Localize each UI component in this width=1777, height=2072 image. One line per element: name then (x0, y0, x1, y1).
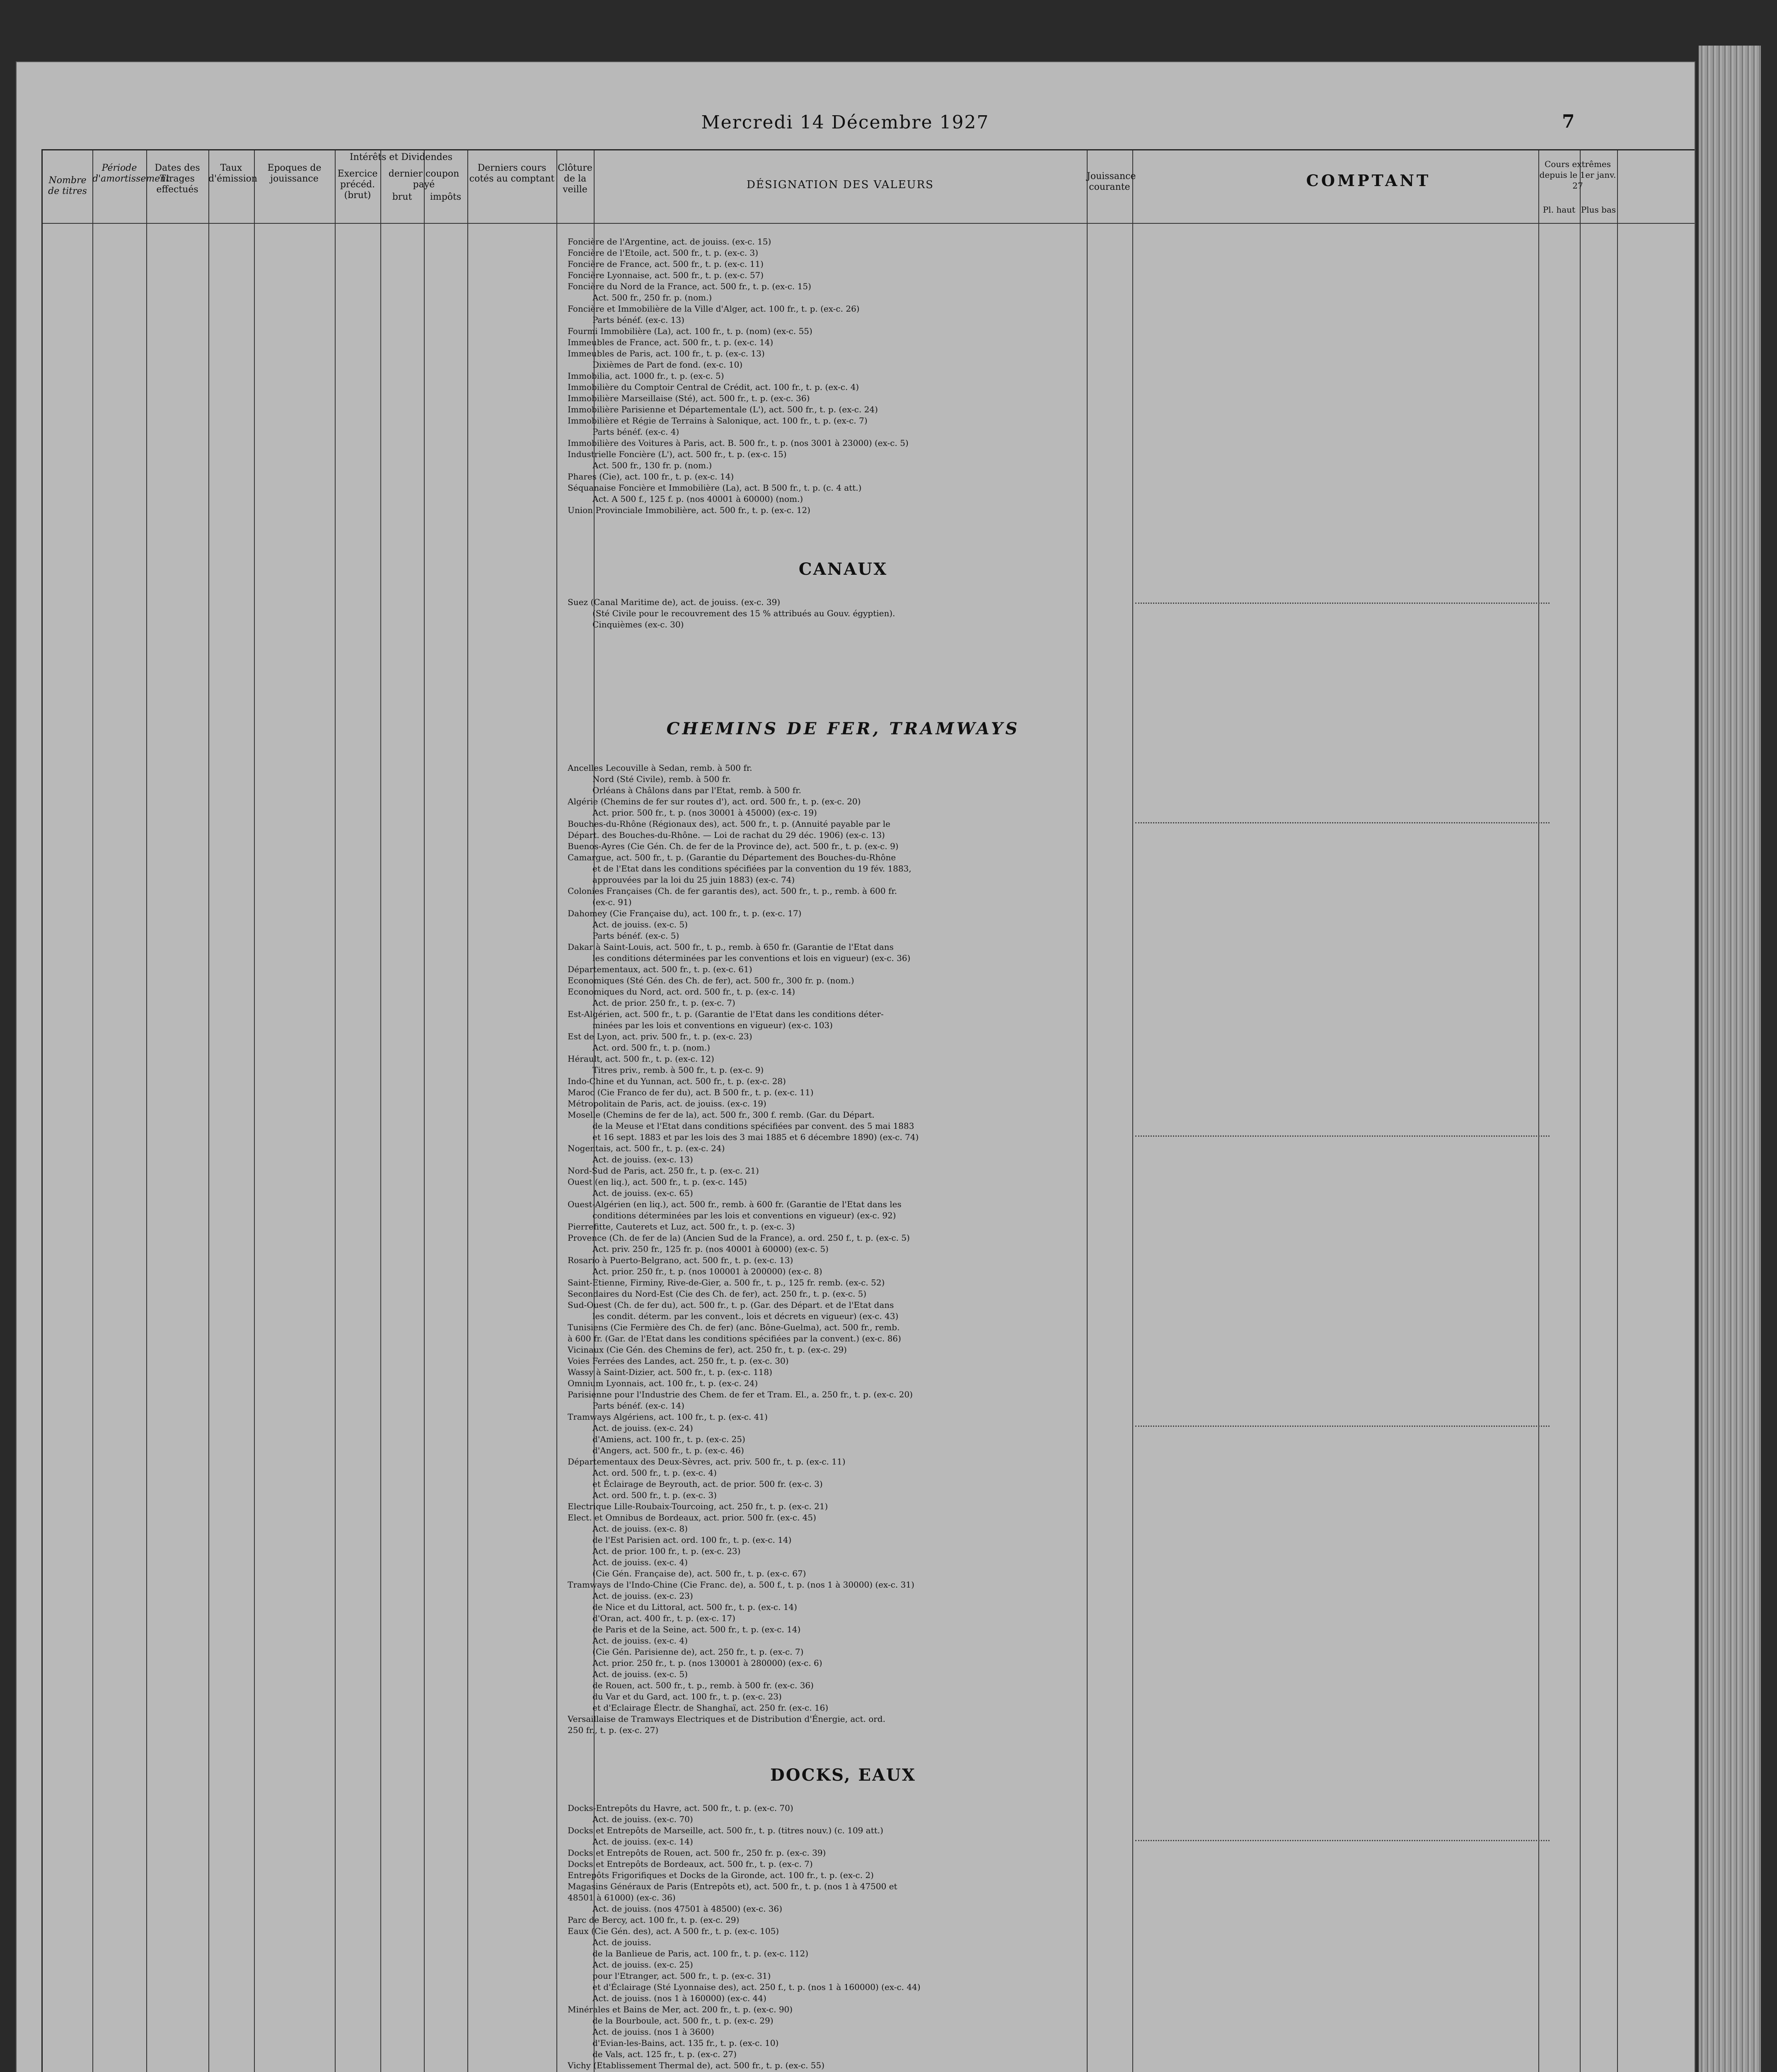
listing-line: Dixièmes de Part de fond. (ex-c. 10) (592, 360, 743, 370)
col-dates-tirages: Dates des Tirages effectués (155, 163, 200, 195)
listing-line: 250 fr., t. p. (ex-c. 27) (568, 1725, 659, 1735)
listing-line: Est-Algérien, act. 500 fr., t. p. (Garantie de l'Etat dans les conditions déter- (568, 1009, 884, 1019)
col-exercice: Exercice précéd. (brut) (337, 169, 378, 201)
listing-line: Docks et Entrepôts de Marseille, act. 500 fr., t. p. (titres nouv.) (c. 109 att.) (568, 1825, 883, 1835)
section-title-docks: DOCKS, EAUX (770, 1765, 916, 1785)
listing-line: Immobilière des Voitures à Paris, act. B. 500 fr., t. p. (nos 3001 à 23000) (ex-c. 5) (568, 438, 909, 448)
listing-line: Act. de jouiss. (ex-c. 23) (592, 1591, 693, 1601)
listing-line: et Éclairage de Beyrouth, act. de prior. 500 fr. (ex-c. 3) (592, 1479, 823, 1489)
listing-line: Foncière de l'Etoile, act. 500 fr., t. p. (ex-c. 3) (568, 248, 759, 258)
listing-line: de Paris et de la Seine, act. 500 fr., t. p. (ex-c. 14) (592, 1624, 801, 1634)
listing-line: pour l'Etranger, act. 500 fr., t. p. (ex-c. 31) (592, 1971, 771, 1981)
listing-line: conditions déterminées par les lois et conventions en vigueur) (ex-c. 92) (592, 1210, 896, 1220)
listing-line: Algérie (Chemins de fer sur routes d'), act. ord. 500 fr., t. p. (ex-c. 20) (568, 796, 861, 806)
listing-line: Economiques du Nord, act. ord. 500 fr., t. p. (ex-c. 14) (568, 987, 795, 997)
listing-line: Parts bénéf. (ex-c. 4) (592, 427, 679, 437)
listing-line: Act. de jouiss. (ex-c. 4) (592, 1636, 688, 1646)
col-nombre-titres: Nombre de titres (48, 175, 87, 196)
listing-line: Parts bénéf. (ex-c. 5) (592, 931, 679, 941)
listing-line: Act. de jouiss. (nos 1 à 3600) (592, 2027, 714, 2037)
listing-line: Docks et Entrepôts de Bordeaux, act. 500 fr., t. p. (ex-c. 7) (568, 1859, 813, 1869)
listing-line: Wassy à Saint-Dizier, act. 500 fr., t. p. (ex-c. 118) (568, 1367, 772, 1377)
col-comptant: COMPTANT (1306, 171, 1431, 190)
listing-line: Foncière de France, act. 500 fr., t. p. (ex-c. 11) (568, 259, 764, 269)
listing-line: de la Meuse et l'Etat dans conditions spécifiées par convent. des 5 mai 1883 (592, 1121, 914, 1131)
column-rule (1580, 150, 1581, 2072)
listing-line: Entrepôts Frigorifiques et Docks de la Gironde, act. 100 fr., t. p. (ex-c. 2) (568, 1870, 874, 1880)
listing-line: Ouest-Algérien (en liq.), act. 500 fr., remb. à 600 fr. (Garantie de l'Etat dans les (568, 1199, 902, 1209)
column-rule (424, 150, 425, 2072)
listing-line: Act. de jouiss. (ex-c. 4) (592, 1557, 688, 1567)
listing-line: Titres priv., remb. à 500 fr., t. p. (ex-c. 9) (592, 1065, 764, 1075)
header-rule (43, 223, 1695, 224)
listing-line: Act. de jouiss. (ex-c. 70) (592, 1814, 693, 1824)
listing-line: Immeubles de France, act. 500 fr., t. p. (ex-c. 14) (568, 337, 774, 347)
listing-line: Fourmi Immobilière (La), act. 100 fr., t. p. (nom) (ex-c. 55) (568, 326, 812, 336)
listing-line: Versaillaise de Tramways Electriques et de Distribution d'Énergie, act. ord. (568, 1714, 885, 1724)
listing-line: Provence (Ch. de fer de la) (Ancien Sud de la France), a. ord. 250 f., t. p. (ex-c. 5) (568, 1233, 910, 1243)
col-epoques: Epoques de jouissance (267, 163, 322, 184)
col-plus-bas: Plus bas (1581, 205, 1616, 215)
listing-line: d'Oran, act. 400 fr., t. p. (ex-c. 17) (592, 1613, 735, 1623)
col-designation: DÉSIGNATION DES VALEURS (747, 179, 934, 191)
listing-line: Ancelles Lecouville à Sedan, remb. à 500 fr. (568, 763, 752, 773)
listing-block-docks (568, 1803, 1119, 2072)
col-periode: Période d'amortissement (92, 163, 170, 184)
listing-line: Act. de jouiss. (ex-c. 65) (592, 1188, 693, 1198)
listing-line: Départementaux, act. 500 fr., t. p. (ex-c. 61) (568, 964, 752, 974)
listing-line: Parts bénéf. (ex-c. 13) (592, 315, 684, 325)
listing-line: Dahomey (Cie Française du), act. 100 fr., t. p. (ex-c. 17) (568, 908, 802, 918)
listing-line: Act. de jouiss. (ex-c. 5) (592, 1669, 688, 1679)
listing-line: Parts bénéf. (ex-c. 14) (592, 1401, 684, 1411)
col-cours-extremes: Cours extrêmes depuis le 1er janv. 27 (1539, 159, 1616, 191)
listing-line: Foncière Lyonnaise, act. 500 fr., t. p. (ex-c. 57) (568, 270, 764, 280)
listing-line: Act. ord. 500 fr., t. p. (nom.) (592, 1043, 711, 1053)
listing-line: Act. ord. 500 fr., t. p. (ex-c. 4) (592, 1468, 717, 1478)
column-rule (380, 150, 381, 2072)
listing-line: Parc de Bercy, act. 100 fr., t. p. (ex-c. 29) (568, 1915, 740, 1925)
col-brut: brut (392, 192, 412, 202)
listing-line: Electrique Lille-Roubaix-Tourcoing, act. 250 fr., t. p. (ex-c. 21) (568, 1501, 828, 1511)
listing-line: Parisienne pour l'Industrie des Chem. de fer et Tram. El., a. 250 fr., t. p. (ex-c. 20) (568, 1389, 913, 1399)
listing-line: approuvées par la loi du 25 juin 1883) (ex-c. 74) (592, 875, 795, 885)
listing-line: Vicinaux (Cie Gén. des Chemins de fer), act. 250 fr., t. p. (ex-c. 29) (568, 1345, 847, 1355)
listing-line: du Var et du Gard, act. 100 fr., t. p. (ex-c. 23) (592, 1692, 782, 1702)
listing-line: Act. de jouiss. (ex-c. 8) (592, 1524, 688, 1534)
column-rule (254, 150, 255, 2072)
listing-line: Immobilière Marseillaise (Sté), act. 500 fr., t. p. (ex-c. 36) (568, 393, 810, 403)
listing-line: Tunisiens (Cie Fermière des Ch. de fer) (anc. Bône-Guelma), act. 500 fr., remb. (568, 1322, 900, 1332)
listing-line: Act. A 500 f., 125 f. p. (nos 40001 à 60000) (nom.) (592, 494, 803, 504)
listing-line: Orléans à Châlons dans par l'Etat, remb. à 500 fr. (592, 785, 801, 795)
listing-line: Docks-Entrepôts du Havre, act. 500 fr., t. p. (ex-c. 70) (568, 1803, 793, 1813)
comptant-filler-line (1135, 1426, 1550, 1427)
listing-line: Moselle (Chemins de fer de la), act. 500 fr., 300 f. remb. (Gar. du Départ. (568, 1110, 875, 1120)
listing-line: d'Amiens, act. 100 fr., t. p. (ex-c. 25) (592, 1434, 745, 1444)
listing-line: Act. ord. 500 fr., t. p. (ex-c. 3) (592, 1490, 717, 1500)
listing-line: Nord-Sud de Paris, act. 250 fr., t. p. (ex-c. 21) (568, 1166, 759, 1176)
col-jouissance: Jouissance courante (1087, 171, 1136, 192)
listing-line: de Vals, act. 125 fr., t. p. (ex-c. 27) (592, 2049, 737, 2059)
listing-line: Omnium Lyonnais, act. 100 fr., t. p. (ex-c. 24) (568, 1378, 758, 1388)
listing-line: et de l'Etat dans les conditions spécifiées par la convention du 19 fév. 1883, (592, 864, 911, 874)
col-plus-haut: Pl. haut (1542, 205, 1576, 215)
listing-line: de l'Est Parisien act. ord. 100 fr., t. p. (ex-c. 14) (592, 1535, 792, 1545)
listing-line: et d'Éclairage (Sté Lyonnaise des), act. 250 f., t. p. (nos 1 à 160000) (ex-c. 44) (592, 1982, 921, 1992)
comptant-filler-line (1135, 822, 1550, 823)
listing-line: Vichy (Etablissement Thermal de), act. 500 fr., t. p. (ex-c. 55) (568, 2060, 825, 2070)
listing-line: Nord (Sté Civile), remb. à 500 fr. (592, 774, 731, 784)
column-rule (208, 150, 209, 2072)
listing-line: Immeubles de Paris, act. 100 fr., t. p. (ex-c. 13) (568, 349, 765, 358)
listing-line: Immobilière Parisienne et Départementale (L'), act. 500 fr., t. p. (ex-c. 24) (568, 404, 878, 414)
listing-line: Maroc (Cie Franco de fer du), act. B 500 fr., t. p. (ex-c. 11) (568, 1087, 814, 1097)
listing-line: Camargue, act. 500 fr., t. p. (Garantie du Département des Bouches-du-Rhône (568, 852, 896, 862)
listing-line: Act. de jouiss. (ex-c. 14) (592, 1837, 693, 1847)
listing-line: Act. de jouiss. (ex-c. 24) (592, 1423, 693, 1433)
listing-line: les condit. déterm. par les convent., lois et décrets en vigueur) (ex-c. 43) (592, 1311, 899, 1321)
listing-line: Hérault, act. 500 fr., t. p. (ex-c. 12) (568, 1054, 714, 1064)
listing-line: Foncière du Nord de la France, act. 500 fr., t. p. (ex-c. 15) (568, 281, 811, 291)
listing-line: les conditions déterminées par les conventions et lois en vigueur) (ex-c. 36) (592, 953, 911, 963)
running-title: Mercredi 14 Décembre 1927 (701, 112, 989, 133)
column-rule (556, 150, 557, 2072)
listing-line: minées par les lois et conventions en vigueur) (ex-c. 103) (592, 1020, 833, 1030)
col-dernier-coupon: dernier coupon payé (388, 169, 459, 190)
listing-line: Cinquièmes (ex-c. 30) (592, 620, 684, 629)
column-rule (1617, 150, 1618, 2072)
page-edge-strip (1699, 46, 1761, 2072)
listing-line: Colonies Françaises (Ch. de fer garantis des), act. 500 fr., t. p., remb. à 600 fr. (568, 886, 897, 896)
comptant-filler-line (1135, 603, 1550, 604)
listing-line: Act. de prior. 100 fr., t. p. (ex-c. 23) (592, 1546, 741, 1556)
column-rule (1538, 150, 1539, 2072)
listing-line: Immobilière du Comptoir Central de Crédit, act. 100 fr., t. p. (ex-c. 4) (568, 382, 859, 392)
listing-line: Tramways Algériens, act. 100 fr., t. p. (ex-c. 41) (568, 1412, 768, 1422)
listing-line: Act. priv. 250 fr., 125 fr. p. (nos 40001 à 60000) (ex-c. 5) (592, 1244, 829, 1254)
column-rule (335, 150, 336, 2072)
listing-line: Foncière et Immobilière de la Ville d'Alger, act. 100 fr., t. p. (ex-c. 26) (568, 304, 860, 314)
comptant-filler-line (1135, 1135, 1550, 1137)
listing-line: d'Angers, act. 500 fr., t. p. (ex-c. 46) (592, 1445, 744, 1455)
listing-line: et 16 sept. 1883 et par les lois des 3 mai 1885 et 6 décembre 1890) (ex-c. 74) (592, 1132, 919, 1142)
newspaper-page (17, 62, 1695, 2072)
listing-line: Act. prior. 250 fr., t. p. (nos 130001 à 280000) (ex-c. 6) (592, 1658, 822, 1668)
listing-line: Tramways de l'Indo-Chine (Cie Franc. de), a. 500 f., t. p. (nos 1 à 30000) (ex-c. 31) (568, 1580, 914, 1590)
listing-line: et d'Eclairage Électr. de Shanghaï, act. 250 fr. (ex-c. 16) (592, 1703, 829, 1713)
listing-line: Act. de jouiss. (nos 1 à 160000) (ex-c. 44) (592, 1993, 766, 2003)
listing-line: Immobilière et Régie de Terrains à Salonique, act. 100 fr., t. p. (ex-c. 7) (568, 416, 868, 426)
listing-block-chemins (568, 762, 1119, 1736)
listing-line: Buenos-Ayres (Cie Gén. Ch. de fer de la Province de), act. 500 fr., t. p. (ex-c. 9) (568, 841, 899, 851)
listing-line: Act. de jouiss. (ex-c. 13) (592, 1155, 693, 1164)
listing-line: (ex-c. 91) (592, 897, 632, 907)
listing-line: 48501 à 61000) (ex-c. 36) (568, 1893, 676, 1903)
listing-line: d'Evian-les-Bains, act. 135 fr., t. p. (ex-c. 10) (592, 2038, 779, 2048)
listing-block-canaux (568, 597, 1119, 630)
listing-line: Sud-Ouest (Ch. de fer du), act. 500 fr., t. p. (Gar. des Départ. et de l'Etat dans (568, 1300, 894, 1310)
listing-line: Dakar à Saint-Louis, act. 500 fr., t. p., remb. à 650 fr. (Garantie de l'Etat dans (568, 942, 894, 952)
listing-line: à 600 fr. (Gar. de l'Etat dans les conditions spécifiées par la convent.) (ex-c. 86) (568, 1334, 901, 1343)
listing-block-immobilier (568, 236, 1119, 516)
col-derniers-cours: Derniers cours cotés au comptant (469, 163, 555, 184)
listing-line: Act. de jouiss. (592, 1937, 651, 1947)
listing-line: (Sté Civile pour le recouvrement des 15 % attribués au Gouv. égyptien). (592, 608, 895, 618)
section-title-canaux: CANAUX (798, 559, 888, 579)
comptant-filler-line (1135, 1840, 1550, 1841)
listing-line: Act. prior. 500 fr., t. p. (nos 30001 à 45000) (ex-c. 19) (592, 808, 817, 818)
listing-line: Rosario à Puerto-Belgrano, act. 500 fr., t. p. (ex-c. 13) (568, 1255, 793, 1265)
col-impots: impôts (430, 192, 462, 202)
listing-line: Act. de jouiss. (nos 47501 à 48500) (ex-c. 36) (592, 1904, 783, 1914)
column-rule (467, 150, 468, 2072)
listing-line: Départementaux des Deux-Sèvres, act. priv. 500 fr., t. p. (ex-c. 11) (568, 1457, 846, 1467)
listing-line: Act. 500 fr., 250 fr. p. (nom.) (592, 293, 712, 303)
listing-line: Immobilia, act. 1000 fr., t. p. (ex-c. 5) (568, 371, 724, 381)
listing-line: de la Bourboule, act. 500 fr., t. p. (ex-c. 29) (592, 2016, 774, 2026)
listing-line: Suez (Canal Maritime de), act. de jouiss. (ex-c. 39) (568, 597, 781, 607)
col-cloture: Clôture de la veille (558, 163, 592, 195)
listing-line: Act. prior. 250 fr., t. p. (nos 100001 à 200000) (ex-c. 8) (592, 1266, 822, 1276)
listing-line: de Rouen, act. 500 fr., t. p., remb. à 500 fr. (ex-c. 36) (592, 1680, 814, 1690)
listing-line: Act. 500 fr., 130 fr. p. (nom.) (592, 460, 712, 470)
listing-line: Eaux (Cie Gén. des), act. A 500 fr., t. p. (ex-c. 105) (568, 1926, 779, 1936)
listing-line: Docks et Entrepôts de Rouen, act. 500 fr., 250 fr. p. (ex-c. 39) (568, 1848, 826, 1858)
listing-line: Industrielle Foncière (L'), act. 500 fr., t. p. (ex-c. 15) (568, 449, 787, 459)
section-title-chemins: CHEMINS DE FER, TRAMWAYS (666, 719, 1020, 738)
listing-line: Economiques (Sté Gén. des Ch. de fer), act. 500 fr., 300 fr. p. (nom.) (568, 975, 854, 985)
listing-line: Foncière de l'Argentine, act. de jouiss. (ex-c. 15) (568, 237, 771, 247)
listing-line: Est de Lyon, act. priv. 500 fr., t. p. (ex-c. 23) (568, 1031, 752, 1041)
column-rule (92, 150, 93, 2072)
listing-line: Saint-Etienne, Firminy, Rive-de-Gier, a. 500 fr., t. p., 125 fr. remb. (ex-c. 52) (568, 1278, 885, 1288)
listing-line: Métropolitain de Paris, act. de jouiss. (ex-c. 19) (568, 1099, 766, 1109)
listing-line: Act. de prior. 250 fr., t. p. (ex-c. 7) (592, 998, 735, 1008)
listing-line: de Nice et du Littoral, act. 500 fr., t. p. (ex-c. 14) (592, 1602, 797, 1612)
listing-line: (Cie Gén. Française de), act. 500 fr., t. p. (ex-c. 67) (592, 1569, 806, 1578)
listing-line: Elect. et Omnibus de Bordeaux, act. prior. 500 fr. (ex-c. 45) (568, 1513, 816, 1523)
listing-line: Union Provinciale Immobilière, act. 500 fr., t. p. (ex-c. 12) (568, 505, 810, 515)
listing-line: Ouest (en liq.), act. 500 fr., t. p. (ex-c. 145) (568, 1177, 747, 1187)
listing-line: Bouches-du-Rhône (Régionaux des), act. 500 fr., t. p. (Annuité payable par le (568, 819, 890, 829)
listing-line: Indo-Chine et du Yunnan, act. 500 fr., t. p. (ex-c. 28) (568, 1076, 786, 1086)
listing-line: Voies Ferrées des Landes, act. 250 fr., t. p. (ex-c. 30) (568, 1356, 789, 1366)
column-rule (146, 150, 147, 2072)
col-taux: Taux d'émission (208, 163, 258, 184)
listing-line: Minérales et Bains de Mer, act. 200 fr., t. p. (ex-c. 90) (568, 2004, 793, 2014)
listing-line: Pierrefitte, Cauterets et Luz, act. 500 fr., t. p. (ex-c. 3) (568, 1222, 795, 1232)
listing-line: Nogentais, act. 500 fr., t. p. (ex-c. 24) (568, 1143, 725, 1153)
listing-line: Départ. des Bouches-du-Rhône. — Loi de rachat du 29 déc. 1906) (ex-c. 13) (568, 830, 885, 840)
listing-line: Act. de jouiss. (ex-c. 25) (592, 1960, 693, 1970)
listing-line: de la Banlieue de Paris, act. 100 fr., t. p. (ex-c. 112) (592, 1949, 809, 1958)
col-interets: Intérêts et Dividendes (349, 152, 453, 162)
listing-line: Act. de jouiss. (ex-c. 5) (592, 920, 688, 929)
listing-line: Secondaires du Nord-Est (Cie des Ch. de fer), act. 250 fr., t. p. (ex-c. 5) (568, 1289, 867, 1299)
listing-line: (Cie Gén. Parisienne de), act. 250 fr., t. p. (ex-c. 7) (592, 1647, 804, 1657)
page-number: 7 (1562, 111, 1575, 132)
listing-line: Séquanaise Foncière et Immobilière (La), act. B 500 fr., t. p. (c. 4 att.) (568, 483, 862, 493)
listing-line: Phares (Cie), act. 100 fr., t. p. (ex-c. 14) (568, 472, 734, 482)
listing-line: Magasins Généraux de Paris (Entrepôts et), act. 500 fr., t. p. (nos 1 à 47500 et (568, 1881, 897, 1891)
column-rule (1132, 150, 1133, 2072)
